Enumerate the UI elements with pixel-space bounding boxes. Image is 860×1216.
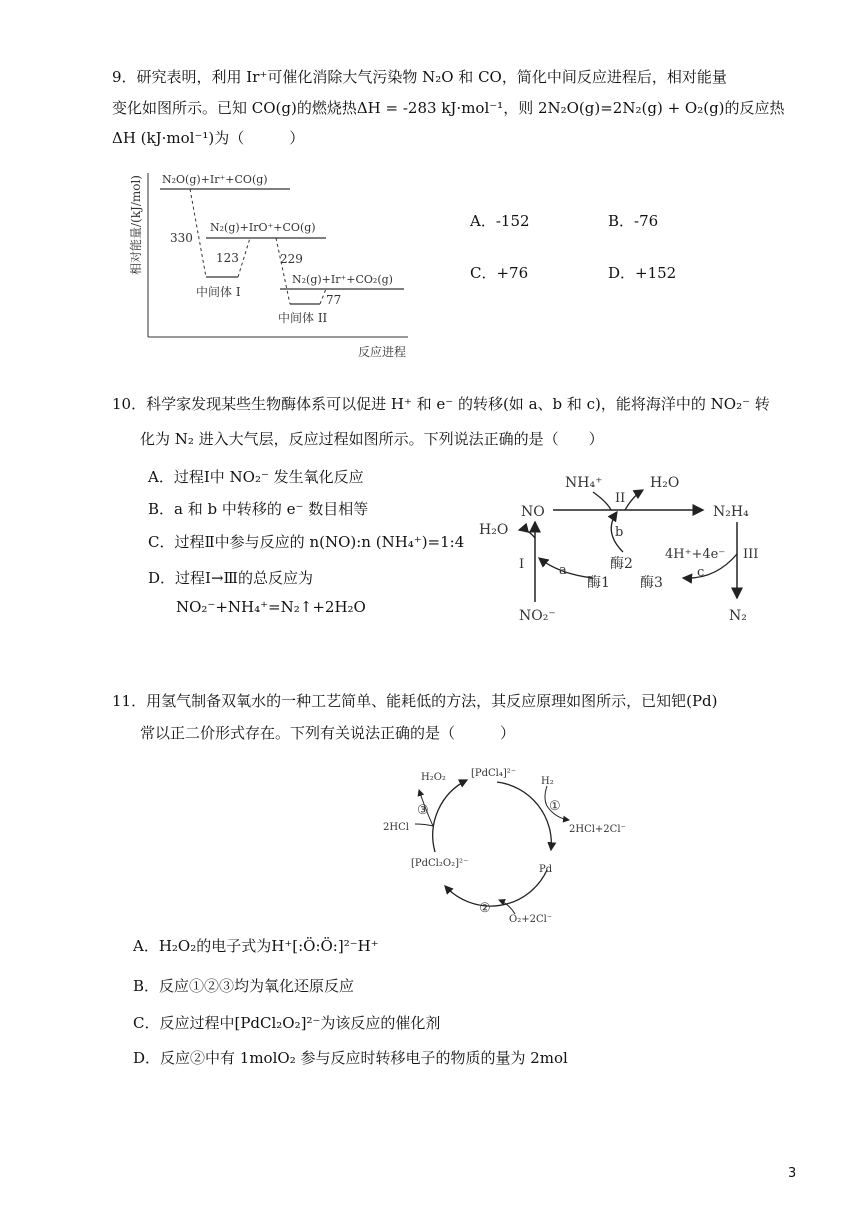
q10-nh4-label: NH₄⁺ [565, 475, 603, 491]
q11-option-a: A．H₂O₂的电子式为H⁺[:Ö:Ö:]²⁻H⁺ [133, 937, 379, 955]
q10-enzyme2-label: 酶2 [610, 556, 633, 572]
q9-intermediate-1: 中间体 I [196, 285, 241, 299]
q11-cycle-diagram [375, 762, 626, 932]
q11-pdcl4-label: [PdCl₄]²⁻ [471, 768, 517, 779]
q11-step-2: ② [479, 901, 491, 916]
q11-in-3-label: 2HCl [383, 822, 409, 833]
page-number: 3 [788, 1166, 797, 1181]
q9-stem-line-3: ΔH (kJ·mol⁻¹)为（ ） [112, 129, 305, 147]
q10-step-I: I [519, 557, 525, 572]
q10-h2o-left-label: H₂O [479, 522, 509, 538]
q11-pd-label: Pd [539, 864, 553, 875]
q10-a-label: a [559, 563, 567, 578]
q11-h2-label: H₂ [541, 776, 554, 787]
q11-step-3: ③ [417, 803, 429, 818]
q9-option-d: D．+152 [608, 264, 677, 282]
q10-option-c: C．过程Ⅱ中参与反应的 n(NO):n (NH₄⁺)=1:4 [148, 533, 465, 551]
q10-h2o-top-label: H₂O [650, 475, 680, 491]
q9-option-c: C．+76 [470, 264, 529, 282]
q9-stem-line-2: 变化如图所示。已知 CO(g)的燃烧热ΔH = -283 kJ·mol⁻¹，则 2N₂O(g)=2N₂(g) + O₂(g)的反应热 [112, 99, 785, 117]
q9-stem-line-1: 9．研究表明，利用 Ir⁺可催化消除大气污染物 N₂O 和 CO，简化中间反应进程后，相对能量 [112, 68, 727, 86]
q11-in-2-label: O₂+2Cl⁻ [509, 914, 553, 925]
q11-option-c: C．反应过程中[PdCl₂O₂]²⁻为该反应的催化剂 [133, 1014, 441, 1032]
q11-step-1: ① [549, 799, 561, 814]
q11-stem-line-1: 11．用氢气制备双氧水的一种工艺简单、能耗低的方法，其反应原理如图所示，已知钯(Pd) [112, 692, 718, 710]
q10-no2-label: NO₂⁻ [519, 608, 556, 624]
q9-value-330: 330 [170, 231, 193, 245]
q10-option-b: B．a 和 b 中转移的 e⁻ 数目相等 [148, 500, 369, 518]
q10-option-d: D．过程Ⅰ→Ⅲ的总反应为 [148, 569, 313, 587]
q11-out-1-label: 2HCl+2Cl⁻ [569, 824, 626, 835]
q9-y-axis-label: 相对能量/(kJ/mol) [129, 175, 143, 275]
q10-c-label: c [697, 565, 705, 580]
q9-energy-diagram [120, 165, 420, 365]
q10-step-III: III [743, 547, 759, 562]
q10-enzyme3-label: 酶3 [640, 575, 663, 591]
q10-step-II: II [615, 491, 626, 506]
q11-option-b: B．反应①②③均为氧化还原反应 [133, 977, 355, 995]
q9-option-a: A．-152 [470, 212, 530, 230]
q9-level-2-label: N₂(g)+IrO⁺+CO(g) [210, 221, 316, 234]
q10-stem-line-1: 10．科学家发现某些生物酶体系可以促进 H⁺ 和 e⁻ 的转移(如 a、b 和 c)，能将海洋中的 NO₂⁻ 转 [112, 395, 770, 413]
q9-value-123: 123 [216, 251, 239, 265]
q10-h-e-label: 4H⁺+4e⁻ [665, 547, 726, 562]
q11-pdcl2o2-label: [PdCl₂O₂]²⁻ [411, 858, 469, 869]
q10-stem-line-2: 化为 N₂ 进入大气层，反应过程如图所示。下列说法正确的是（ ） [140, 430, 604, 448]
q10-reaction-diagram [475, 462, 775, 627]
q9-level-1-label: N₂O(g)+Ir⁺+CO(g) [162, 173, 268, 186]
q10-enzyme1-label: 酶1 [587, 575, 610, 591]
q9-value-229: 229 [280, 252, 303, 266]
q9-intermediate-2: 中间体 II [278, 311, 328, 325]
q9-option-b: B．-76 [608, 212, 659, 230]
q10-n2h4-label: N₂H₄ [713, 504, 749, 520]
q10-no-label: NO [521, 504, 545, 520]
q9-value-77: 77 [326, 293, 342, 307]
q11-stem-line-2: 常以正二价形式存在。下列有关说法正确的是（ ） [140, 724, 516, 742]
q9-level-3-label: N₂(g)+Ir⁺+CO₂(g) [292, 273, 393, 286]
q11-h2o2-label: H₂O₂ [421, 772, 446, 783]
q9-x-axis-label: 反应进程 [357, 345, 407, 359]
q10-option-a: A．过程Ⅰ中 NO₂⁻ 发生氧化反应 [148, 468, 364, 486]
q10-b-label: b [615, 525, 624, 540]
q10-option-d-equation: NO₂⁻+NH₄⁺=N₂↑+2H₂O [176, 598, 366, 616]
q11-option-d: D．反应②中有 1molO₂ 参与反应时转移电子的物质的量为 2mol [133, 1049, 568, 1067]
q10-n2-label: N₂ [729, 608, 747, 624]
